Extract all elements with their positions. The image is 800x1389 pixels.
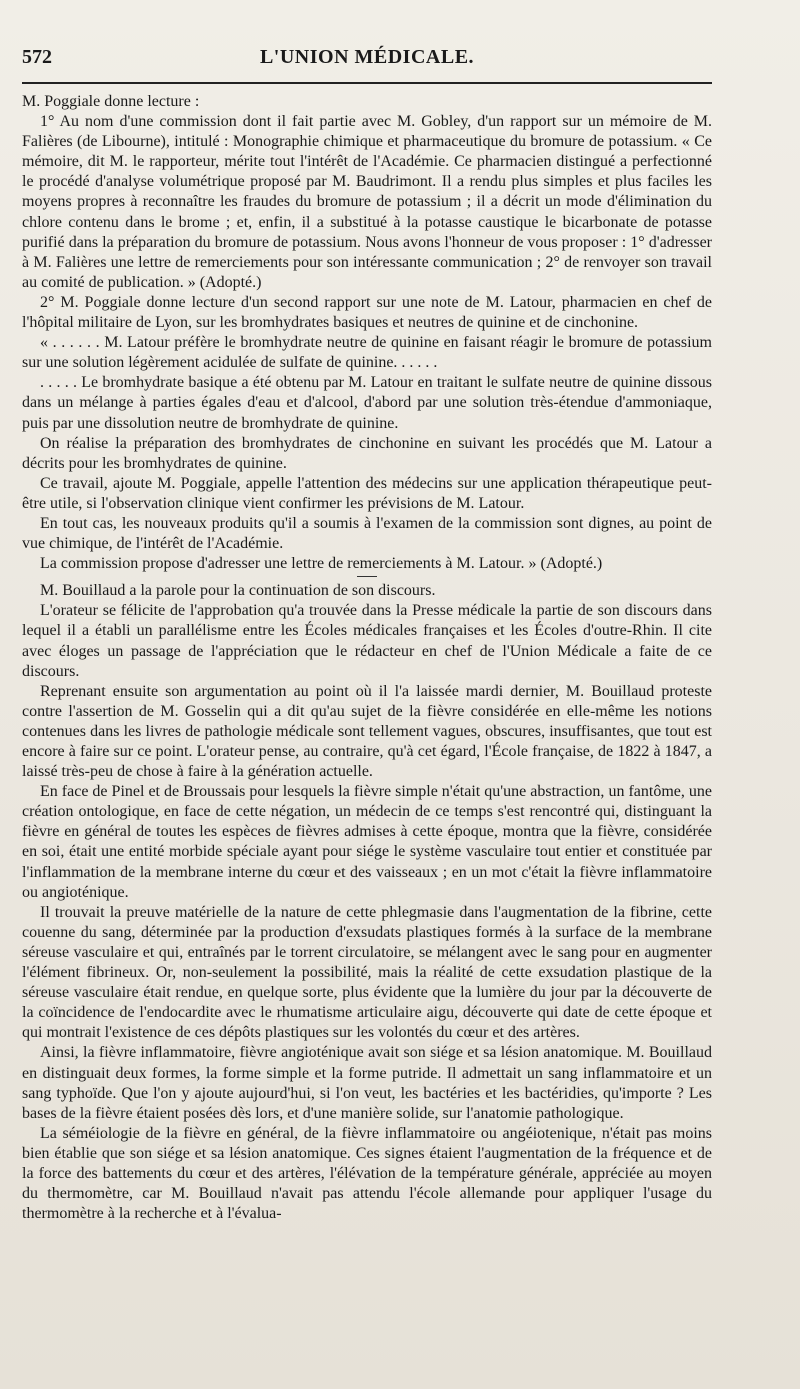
paragraph: . . . . . Le bromhydrate basique a été obtenu par M. Latour en traitant le sulfate neutre de quinine dissous dans un mélange à parties égales d'eau et d'alcool, d'abord par une solution très-étendue d'ammoniaque, puis par une dissolution neutre de bromhydrate de quinine. <box>22 374 712 432</box>
paragraph: M. Bouillaud a la parole pour la continuation de son discours. <box>40 582 436 600</box>
paragraph: Ce travail, ajoute M. Poggiale, appelle l'attention des médecins sur une application thérapeutique peut-être utile, si l'observation clinique vient confirmer les prévisions de M. Latour. <box>22 474 712 512</box>
paragraph: Ainsi, la fièvre inflammatoire, fièvre angioténique avait son siége et sa lésion anatomique. M. Bouillaud en distinguait deux formes, la forme simple et la forme putride. Il admettait un sang inflammatoire et un sang typhoïde. Que l'on y ajoute aujourd'hui, si l'on veut, les bactéries et les bactéridies, qu'importe ? Les bases de la fièvre étaient posées dès lors, et d'une manière solide, sur l'anatomie pathologique. <box>22 1044 712 1122</box>
paragraph: L'orateur se félicite de l'approbation qu'a trouvée dans la Presse médicale la partie de son discours dans lequel il a établi un parallélisme entre les Écoles médicales françaises et les Écoles d'outre-Rhin. Il cite avec éloges un passage de l'appréciation que le rédacteur en chef de l'Union Médicale a faite de ce discours. <box>22 602 712 680</box>
paragraph: M. Poggiale donne lecture : <box>22 93 200 110</box>
paragraph: La séméiologie de la fièvre en général, de la fièvre inflammatoire ou angéiotenique, n'était pas moins bien établie que son siége et sa lésion anatomique. Ces signes étaient l'augmentation de la fréquence et de la force des battements du cœur et des artères, l'élévation de la température générale, appréciée au moyen du thermomètre, car M. Bouillaud n'avait pas attendu l'école allemande pour appliquer l'usage du thermomètre à la recherche et à l'évalua- <box>22 1124 712 1223</box>
header-rule <box>22 82 712 84</box>
paragraph: La commission propose d'adresser une lettre de remerciements à M. Latour. » (Adopté.) <box>40 555 603 573</box>
article-body <box>22 92 712 1224</box>
paragraph: En face de Pinel et de Broussais pour lesquels la fièvre simple n'était qu'une abstraction, un fantôme, une création ontologique, en face de cette négation, un médecin de ce temps s'est rencontré qui, distinguant la fièvre en général de toutes les espèces de fièvres admises à cette époque, montra que la fièvre, considérée en soi, était une entité morbide spéciale ayant pour siége le système vasculaire tout entier et constituée par l'inflammation de la membrane interne du cœur et des vaisseaux ; en un mot c'était la fièvre inflammatoire ou angioténique. <box>22 783 712 901</box>
journal-title: L'UNION MÉDICALE. <box>259 46 475 68</box>
section-separator <box>357 576 377 577</box>
page-header <box>22 46 712 76</box>
paragraph: Il trouvait la preuve matérielle de la nature de cette phlegmasie dans l'augmentation de la fibrine, cette couenne du sang, déterminée par la production d'exsudats plastiques formés à la surface de la membrane séreuse vasculaire et qui, entraînés par le torrent circulatoire, se mélangent avec le sang pour en augmenter l'élément fibrineux. Or, non-seulement la possibilité, mais la réalité de cette exsudation plastique de la séreuse vasculaire était rendue, en quelque sorte, plus évidente que la lumière du jour par la découverte de la coïncidence de l'endocardite avec le rhumatisme articulaire aigu, découverte qui date de cette époque et qui montrait l'existence de ces dépôts plastiques sur les volontés du cœur et des artères. <box>22 903 712 1042</box>
paragraph: Reprenant ensuite son argumentation au point où il l'a laissée mardi dernier, M. Bouillaud proteste contre l'assertion de M. Gosselin qui a dit qu'au sujet de la fièvre considérée en elle-même les notions contenues dans les livres de pathologie médicale sont tellement vagues, obscures, insuffisantes, que tout est encore à faire sur ce point. L'orateur pense, au contraire, qu'à cet égard, l'École française, de 1822 à 1847, a laissé très-peu de chose à faire à la génération actuelle. <box>22 682 712 781</box>
paragraph: « . . . . . . M. Latour préfère le bromhydrate neutre de quinine en faisant réagir le bromure de potassium sur une solution légèrement acidulée de sulfate de quinine. . . . . . <box>22 334 712 372</box>
page-number: 572 <box>22 46 52 68</box>
paragraph: 1° Au nom d'une commission dont il fait partie avec M. Gobley, d'un rapport sur un mémoire de M. Falières (de Libourne), intitulé : Monographie chimique et pharmaceutique du bromure de potassium. « Ce mémoire, dit M. le rapporteur, mérite tout l'intérêt de l'Académie. Ce pharmacien distingué a perfectionné le procédé d'analyse volumétrique proposé par M. Baudrimont. Il a rendu plus simples et plus faciles les moyens propres à reconnaître les fraudes du bromure de potassium ; il a décrit un mode d'élimination du chlore contenu dans le brome ; et, enfin, il a substitué à la potasse caustique le bicarbonate de potasse purifié dans la préparation du bromure de potassium. Nous avons l'honneur de vous proposer : 1° d'adresser à M. Falières une lettre de remerciements pour son intéressante communication ; 2° de renvoyer son travail au comité de publication. » (Adopté.) <box>22 113 712 291</box>
paragraph: On réalise la préparation des bromhydrates de cinchonine en suivant les procédés que M. Latour a décrits pour les bromhydrates de quinine. <box>22 434 712 472</box>
paragraph: 2° M. Poggiale donne lecture d'un second rapport sur une note de M. Latour, pharmacien en chef de l'hôpital militaire de Lyon, sur les bromhydrates basiques et neutres de quinine et de cinchonine. <box>22 293 712 332</box>
paragraph: En tout cas, les nouveaux produits qu'il a soumis à l'examen de la commission sont dignes, au point de vue chimique, de l'intérêt de l'Académie. <box>22 514 712 553</box>
